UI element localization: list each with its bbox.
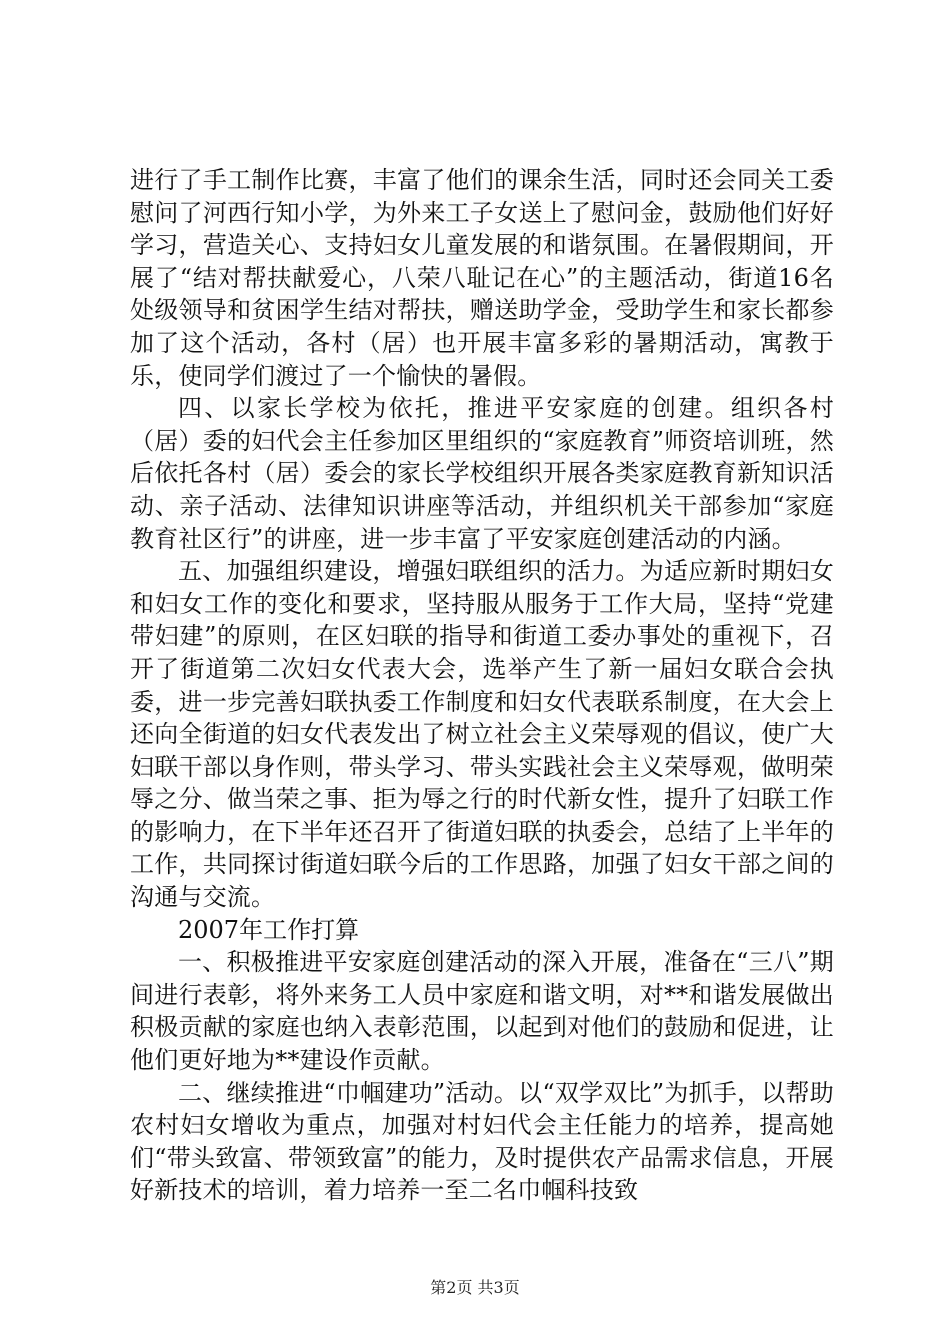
section-heading-2007-plan: 2007年工作打算 <box>178 915 360 944</box>
paragraph-plan-one: 一、积极推进平安家庭创建活动的深入开展，准备在“三八”期间进行表彰，将外来务工人员中家庭和谐文明，对**和谐发展做出积极贡献的家庭也纳入表彰范围，以起到对他们的鼓励和促进，让他们更好地为**建设作贡献。 <box>130 948 834 1075</box>
page-number-footer: 第2页 共3页 <box>430 1278 520 1297</box>
document-body <box>130 164 834 1207</box>
paragraph-section-five: 五、加强组织建设，增强妇联组织的活力。为适应新时期妇女和妇女工作的变化和要求，坚持服从服务于工作大局，坚持“党建带妇建”的原则，在区妇联的指导和街道工委办事处的重视下，召开了街道第二次妇女代表大会，选举产生了新一届妇女联合会执委，进一步完善妇联执委工作制度和妇女代表联系制度，在大会上还向全街道的妇女代表发出了树立社会主义荣辱观的倡议，使广大妇联干部以身作则，带头学习、带头实践社会主义荣辱观，做明荣辱之分、做当荣之事、拒为辱之行的时代新女性，提升了妇联工作的影响力，在下半年还召开了街道妇联的执委会，总结了上半年的工作，共同探讨街道妇联今后的工作思路，加强了妇女干部之间的沟通与交流。 <box>130 557 834 912</box>
paragraph-section-four: 四、以家长学校为依托，推进平安家庭的创建。组织各村（居）委的妇代会主任参加区里组织的“家庭教育”师资培训班，然后依托各村（居）委会的家长学校组织开展各类家庭教育新知识活动、亲子活动、法律知识讲座等活动，并组织机关干部参加“家庭教育社区行”的讲座，进一步丰富了平安家庭创建活动的内涵。 <box>130 394 834 553</box>
paragraph-plan-two: 二、继续推进“巾帼建功”活动。以“双学双比”为抓手，以帮助农村妇女增收为重点，加强对村妇代会主任能力的培养，提高她们“带头致富、带领致富”的能力，及时提供农产品需求信息，开展好新技术的培训，着力培养一至二名巾帼科技致 <box>130 1078 834 1205</box>
paragraph-continued: 进行了手工制作比赛，丰富了他们的课余生活，同时还会同关工委慰问了河西行知小学，为外来工子女送上了慰问金，鼓励他们好好学习，营造关心、支持妇女儿童发展的和谐氛围。在暑假期间，开展了“结对帮扶献爱心，八荣八耻记在心”的主题活动，街道16名处级领导和贫困学生结对帮扶，赠送助学金，受助学生和家长都参加了这个活动，各村（居）也开展丰富多彩的暑期活动，寓教于乐，使同学们渡过了一个愉快的暑假。 <box>130 166 834 390</box>
